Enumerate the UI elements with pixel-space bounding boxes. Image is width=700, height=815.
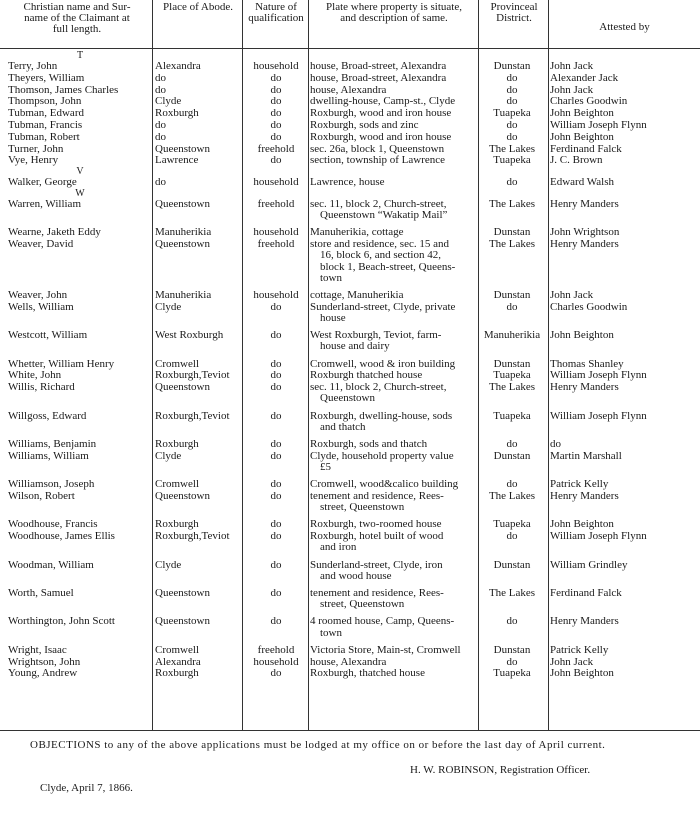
property-description: town (320, 272, 342, 284)
qualification: do (270, 479, 282, 491)
claimant-name: Vye, Henry (8, 155, 59, 167)
attested-by: Henry Manders (550, 382, 619, 394)
attested-by: Martin Marshall (550, 450, 622, 462)
provincial-district: do (506, 84, 518, 96)
claimant-name: Turner, John (8, 143, 64, 155)
claimant-name: Young, Andrew (8, 668, 78, 680)
provincial-district: Dunstan (493, 290, 531, 301)
column-rule (548, 0, 549, 730)
place-of-abode: Queenstown (155, 199, 210, 210)
claimant-name: Theyers, William (8, 72, 85, 84)
provincial-district: Dunstan (493, 227, 531, 239)
attested-by: John Jack (550, 61, 594, 72)
qualification: do (270, 84, 282, 96)
attested-by: John Beighton (550, 131, 614, 143)
provincial-district: do (506, 301, 518, 313)
place-of-abode: Cromwell (155, 479, 199, 491)
provincial-district: The Lakes (488, 143, 536, 155)
property-description: Roxburgh, sods and thatch (310, 439, 428, 450)
header-qualification: Nature of qualification (248, 1, 304, 24)
provincial-district: Tuapeka (493, 108, 531, 120)
qualification: do (270, 72, 282, 84)
property-description: section, township of Lawrence (310, 155, 446, 167)
claimant-name: Walker, George (8, 177, 77, 189)
provincial-district: do (506, 439, 518, 450)
attested-by: J. C. Brown (550, 155, 603, 167)
place-of-abode: Alexandra (155, 656, 201, 668)
property-description: 16, block 6, and section 42, (320, 250, 441, 262)
place-of-abode: Queenstown (155, 239, 210, 251)
provincial-district: The Lakes (488, 199, 536, 210)
qualification: do (270, 108, 282, 120)
header-rule (0, 48, 700, 49)
attested-by: Charles Goodwin (550, 96, 628, 108)
property-description: 4 roomed house, Camp, Queens- (310, 616, 455, 628)
attested-by: Patrick Kelly (550, 479, 609, 491)
provincial-district: Tuapeka (493, 155, 531, 167)
provincial-district: The Lakes (488, 588, 536, 599)
place-of-abode: Manuherikia (155, 290, 212, 301)
claimant-name: Williamson, Joseph (8, 479, 95, 491)
column-rule (242, 0, 243, 730)
attested-by: John Jack (550, 84, 594, 96)
attested-by: John Beighton (550, 330, 614, 342)
alphabet-section-letter: V (76, 166, 84, 178)
qualification: household (253, 656, 299, 668)
qualification: freehold (257, 644, 295, 656)
place-of-abode: do (155, 177, 166, 189)
property-description: Lawrence, house (310, 177, 385, 189)
claimant-name: Woodhouse, Francis (8, 519, 98, 531)
alphabet-section-letter: T (76, 50, 84, 61)
attested-by: John Beighton (550, 108, 614, 120)
property-description: Roxburgh, wood and iron house (310, 108, 452, 120)
qualification: do (270, 131, 282, 143)
provincial-district: The Lakes (488, 239, 536, 251)
place-of-abode: Roxburgh,Teviot (155, 531, 230, 543)
place-of-abode: do (155, 72, 166, 84)
qualification: do (270, 588, 282, 599)
alphabet-section-letter: W (75, 188, 85, 199)
claimant-name: Williams, William (8, 450, 89, 462)
attested-by: John Jack (550, 656, 594, 668)
place-of-abode: Cromwell (155, 358, 199, 370)
attested-by: William Joseph Flynn (550, 410, 647, 422)
attested-by: Thomas Shanley (550, 358, 624, 370)
property-description: Cromwell, wood & iron building (310, 358, 456, 370)
claimant-name: Weaver, David (8, 239, 74, 251)
place-of-abode: Queenstown (155, 491, 210, 502)
provincial-district: do (506, 531, 518, 543)
claimant-name: Warren, William (8, 199, 81, 210)
claimant-name: Worthington, John Scott (8, 616, 115, 628)
property-description: Roxburgh, wood and iron house (310, 131, 452, 143)
place-of-abode: Roxburgh,Teviot (155, 410, 230, 422)
attested-by: John Beighton (550, 668, 614, 680)
property-description: town (320, 627, 342, 639)
qualification: do (270, 301, 282, 313)
header-property: Plate where property is situate, and description of same. (326, 1, 462, 24)
property-description: Roxburgh, thatched house (310, 668, 425, 680)
place-of-abode: Lawrence (155, 155, 199, 167)
provincial-district: Dunstan (493, 644, 531, 656)
provincial-district: do (506, 131, 518, 143)
property-description: Queenstown (320, 393, 375, 405)
claimant-name: White, John (8, 370, 62, 382)
qualification: freehold (257, 199, 295, 210)
claimant-name: Woodman, William (8, 559, 94, 571)
bottom-rule (0, 730, 700, 731)
place-of-abode: do (155, 84, 166, 96)
property-description: sec. 11, block 2, Church-street, (310, 382, 447, 394)
provincial-district: Tuapeka (493, 668, 531, 680)
header-attested: Attested by (599, 21, 650, 33)
qualification: household (253, 290, 299, 301)
property-description: block 1, Beach-street, Queens- (320, 261, 456, 273)
attested-by: Charles Goodwin (550, 301, 628, 313)
place-of-abode: do (155, 120, 166, 131)
qualification: do (270, 439, 282, 450)
provincial-district: Manuherikia (483, 330, 541, 342)
provincial-district: Tuapeka (493, 519, 531, 531)
property-description: West Roxburgh, Teviot, farm- (310, 330, 442, 342)
objections-notice: OBJECTIONS to any of the above applications must be lodged at my office on or before the last day of April current. (30, 739, 606, 751)
qualification: freehold (257, 143, 295, 155)
place-of-abode: do (155, 131, 166, 143)
provincial-district: The Lakes (488, 382, 536, 394)
property-description: Manuherikia, cottage (310, 227, 404, 239)
qualification: do (270, 120, 282, 131)
property-description: sec. 11, block 2, Church-street, (310, 199, 447, 210)
property-description: Clyde, household property value (310, 450, 454, 462)
attested-by: Henry Manders (550, 199, 619, 210)
property-description: sec. 26a, block 1, Queenstown (310, 143, 445, 155)
place-of-abode: Roxburgh (155, 439, 199, 450)
attested-by: Ferdinand Falck (550, 143, 622, 155)
attested-by: Alexander Jack (550, 72, 619, 84)
property-description: store and residence, sec. 15 and (310, 239, 449, 251)
place-of-abode: Queenstown (155, 382, 210, 394)
provincial-district: The Lakes (488, 491, 536, 502)
claimant-name: Westcott, William (8, 330, 88, 342)
property-description: Roxburgh, sods and zinc (310, 120, 419, 131)
attested-by: William Joseph Flynn (550, 120, 647, 131)
property-description: Roxburgh thatched house (310, 370, 423, 382)
column-rule (308, 0, 309, 730)
property-description: cottage, Manuherikia (310, 290, 404, 301)
claimant-name: Whetter, William Henry (8, 358, 115, 370)
registration-officer-signature: H. W. ROBINSON, Registration Officer. (410, 764, 591, 776)
place-of-abode: Queenstown (155, 143, 210, 155)
claimant-name: Weaver, John (8, 290, 68, 301)
place-of-abode: Roxburgh,Teviot (155, 370, 230, 382)
provincial-district: Tuapeka (493, 370, 531, 382)
attested-by: William Joseph Flynn (550, 531, 647, 543)
qualification: household (253, 227, 299, 239)
qualification: do (270, 491, 282, 502)
property-description: £5 (320, 462, 331, 473)
attested-by: Patrick Kelly (550, 644, 609, 656)
claimant-name: Wearne, Jaketh Eddy (8, 227, 101, 239)
place-of-abode: Queenstown (155, 588, 210, 599)
provincial-district: do (506, 656, 518, 668)
place-of-abode: Cromwell (155, 644, 199, 656)
header-district: Provinceal District. (490, 1, 538, 24)
provincial-district: Dunstan (493, 450, 531, 462)
provincial-district: do (506, 479, 518, 491)
qualification: do (270, 531, 282, 543)
claimant-name: Willis, Richard (8, 382, 75, 394)
property-description: house, Alexandra (310, 656, 387, 668)
provincial-district: Dunstan (493, 358, 531, 370)
claimant-name: Willgoss, Edward (8, 410, 87, 422)
property-description: house and dairy (320, 341, 390, 353)
property-description: house, Broad-street, Alexandra (310, 61, 447, 72)
property-description: Victoria Store, Main-st, Cromwell (310, 644, 461, 656)
qualification: do (270, 616, 282, 628)
claimant-name: Thompson, John (8, 96, 82, 108)
claimant-name: Wright, Isaac (8, 644, 67, 656)
attested-by: Henry Manders (550, 239, 619, 251)
place-of-abode: Queenstown (155, 616, 210, 628)
provincial-district: do (506, 616, 518, 628)
qualification: do (270, 519, 282, 531)
provincial-district: Dunstan (493, 61, 531, 72)
property-description: Roxburgh, hotel built of wood (310, 531, 444, 543)
provincial-district: Dunstan (493, 559, 531, 571)
claimant-name: Tubman, Edward (8, 108, 84, 120)
claimant-name: Terry, John (8, 61, 58, 72)
qualification: do (270, 370, 282, 382)
property-description: tenement and residence, Rees- (310, 588, 444, 599)
claimant-name: Tubman, Francis (8, 120, 83, 131)
qualification: do (270, 330, 282, 342)
provincial-district: do (506, 177, 518, 189)
property-description: and iron (320, 542, 357, 554)
provincial-district: Tuapeka (493, 410, 531, 422)
property-description: street, Queenstown (320, 599, 405, 611)
place-of-abode: West Roxburgh (155, 330, 224, 342)
qualification: do (270, 155, 282, 167)
property-description: tenement and residence, Rees- (310, 491, 444, 502)
place-of-abode: Roxburgh (155, 519, 199, 531)
property-description: dwelling-house, Camp-st., Clyde (310, 96, 456, 108)
property-description: Cromwell, wood&calico building (310, 479, 459, 491)
qualification: do (270, 559, 282, 571)
provincial-district: do (506, 96, 518, 108)
qualification: do (270, 382, 282, 394)
place-of-abode: Roxburgh (155, 668, 199, 680)
qualification: do (270, 358, 282, 370)
provincial-district: do (506, 120, 518, 131)
property-description: street, Queenstown (320, 502, 405, 514)
claimant-name: Wells, William (8, 301, 74, 313)
header-claimant: Christian name and Sur- name of the Claimant at full length. (23, 1, 131, 35)
qualification: household (253, 61, 299, 72)
attested-by: do (550, 439, 561, 450)
attested-by: Ferdinand Falck (550, 588, 622, 599)
attested-by: Henry Manders (550, 616, 619, 628)
attested-by: Edward Walsh (550, 177, 614, 189)
property-description: house (320, 313, 346, 324)
attested-by: Henry Manders (550, 491, 619, 502)
place-of-abode: Alexandra (155, 61, 201, 72)
claimant-name: Worth, Samuel (8, 588, 74, 599)
claimant-name: Tubman, Robert (8, 131, 80, 143)
claimant-name: Williams, Benjamin (8, 439, 97, 450)
claimant-name: Wrightson, John (8, 656, 81, 668)
provincial-district: do (506, 72, 518, 84)
qualification: freehold (257, 239, 295, 251)
attested-by: William Grindley (550, 559, 628, 571)
claimant-name: Woodhouse, James Ellis (8, 531, 115, 543)
claimant-name: Thomson, James Charles (8, 84, 119, 96)
place-of-abode: Clyde (155, 301, 182, 313)
property-description: and thatch (320, 421, 366, 433)
place-of-abode: Clyde (155, 96, 182, 108)
property-description: Roxburgh, dwelling-house, sods (310, 410, 453, 422)
property-description: Roxburgh, two-roomed house (310, 519, 442, 531)
place-of-abode: Clyde (155, 559, 182, 571)
qualification: household (253, 177, 299, 189)
place-of-abode: Clyde (155, 450, 182, 462)
claimant-name: Wilson, Robert (8, 491, 75, 502)
attested-by: John Jack (550, 290, 594, 301)
attested-by: John Beighton (550, 519, 614, 531)
place-of-abode: Manuherikia (155, 227, 212, 239)
property-description: Sunderland-street, Clyde, iron (310, 559, 443, 571)
property-description: house, Broad-street, Alexandra (310, 72, 447, 84)
qualification: do (270, 450, 282, 462)
place-and-date: Clyde, April 7, 1866. (40, 782, 133, 794)
property-description: Queenstown “Wakatip Mail” (320, 210, 448, 222)
qualification: do (270, 668, 282, 680)
property-description: Sunderland-street, Clyde, private (310, 301, 456, 313)
header-abode: Place of Abode. (163, 1, 233, 13)
column-rule (152, 0, 153, 730)
attested-by: William Joseph Flynn (550, 370, 647, 382)
property-description: house, Alexandra (310, 84, 387, 96)
qualification: do (270, 96, 282, 108)
qualification: do (270, 410, 282, 422)
place-of-abode: Roxburgh (155, 108, 199, 120)
attested-by: John Wrightson (550, 227, 620, 239)
property-description: and wood house (320, 570, 392, 582)
